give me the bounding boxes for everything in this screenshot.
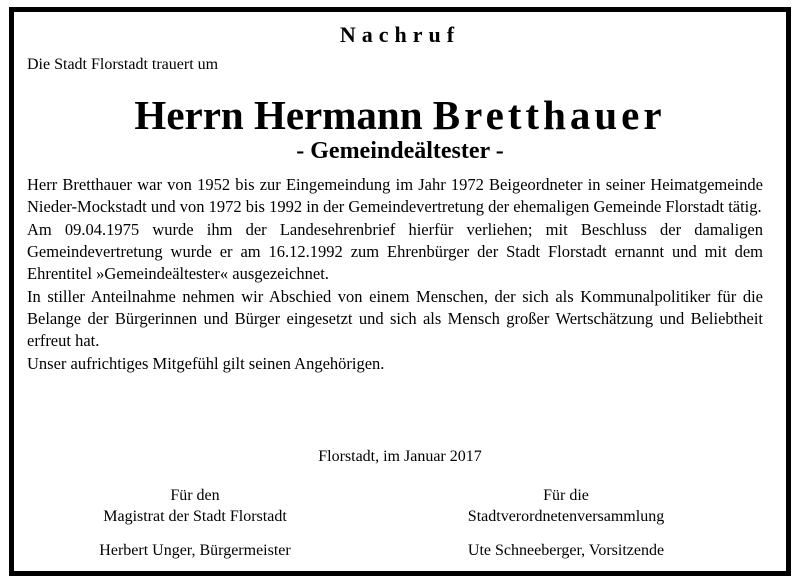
signature-organization: Stadtverordnetenversammlung bbox=[467, 508, 665, 525]
deceased-name bbox=[0, 91, 800, 139]
signatory-name: Ute Schneeberger, Vorsitzende bbox=[467, 542, 665, 559]
body-paragraph: In stiller Anteilnahme nehmen wir Abschied von einem Menschen, der sich als Kommunalpolitiker für die Belange der Bürgerinnen und Bürger eingesetzt und sich als Mensch großer Wertschätzung und Beliebtheit erfreut hat. bbox=[27, 287, 763, 350]
signature-line: Für den bbox=[170, 487, 220, 504]
notice-heading: Nachruf bbox=[339, 22, 461, 47]
notice-body bbox=[27, 174, 763, 376]
signature-block-stadtverordnete bbox=[386, 485, 746, 561]
signature-block-magistrat bbox=[15, 485, 375, 561]
body-paragraph: Am 09.04.1975 wurde ihm der Landesehrenbrief hierfür verliehen; mit Beschluss der damaligen Gemeindevertretung wurde er am 16.12.1992 zum Ehrenbürger der Stadt Florstadt ernannt und mit dem Ehrentitel »Gemeindeältester« ausgezeichnet. bbox=[27, 220, 763, 283]
signature-organization: Magistrat der Stadt Florstadt bbox=[103, 508, 287, 525]
signature-line: Für die bbox=[543, 487, 589, 504]
body-paragraph: Herr Bretthauer war von 1952 bis zur Eingemeindung im Jahr 1972 Beigeordneter in seiner Heimatgemeinde Nieder-Mockstadt und von 1972 bis 1992 in der Gemeindevertretung der ehemaligen Gemeinde Florstadt tätig. bbox=[27, 175, 763, 216]
notice-intro: Die Stadt Florstadt trauert um bbox=[27, 56, 219, 73]
body-paragraph: Unser aufrichtiges Mitgefühl gilt seinen Angehörigen. bbox=[27, 354, 385, 373]
honorary-title: - Gemeindeältester - bbox=[296, 138, 504, 164]
deceased-name-prefix: Herrn Hermann bbox=[134, 92, 433, 138]
signatory-name: Herbert Unger, Bürgermeister bbox=[99, 542, 291, 559]
dateline: Florstadt, im Januar 2017 bbox=[318, 448, 482, 465]
deceased-surname: Bretthauer bbox=[432, 92, 666, 138]
